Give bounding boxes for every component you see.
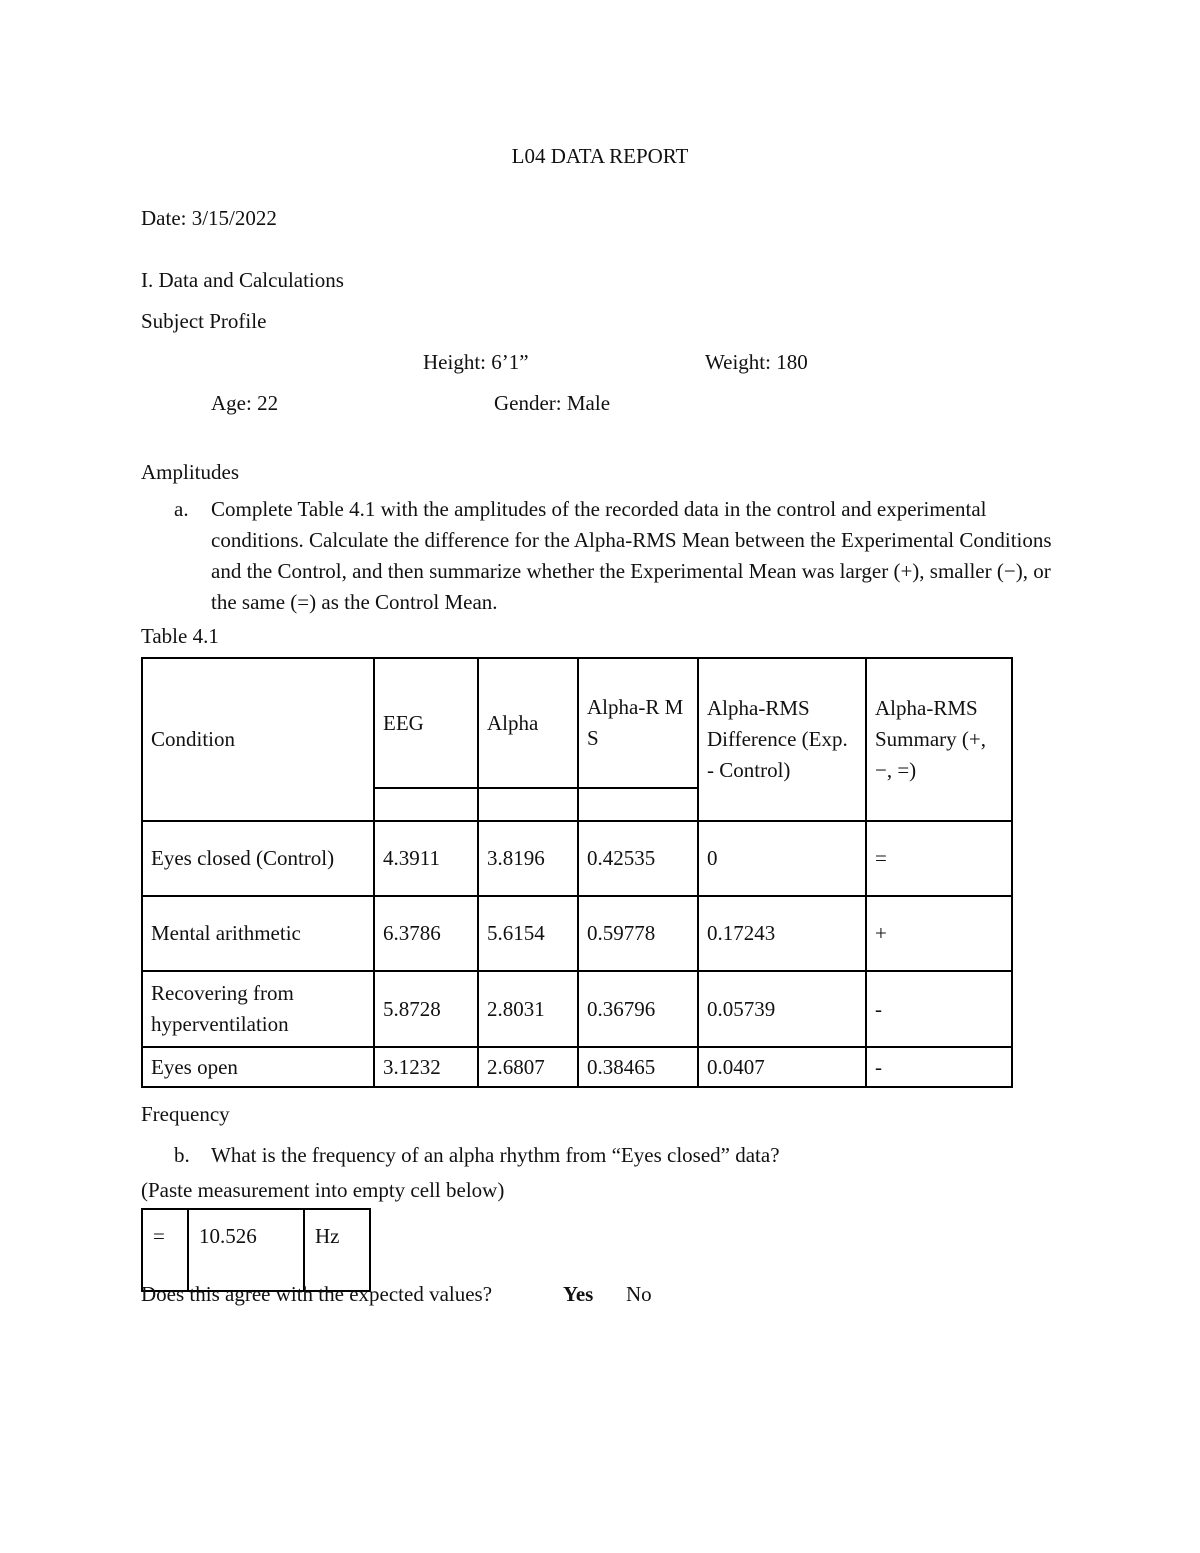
cell-difference: 0 xyxy=(698,821,866,896)
agree-question: Does this agree with the expected values? xyxy=(141,1282,493,1306)
cell-condition: Eyes closed (Control) xyxy=(142,821,374,896)
header-alpha-subcell xyxy=(478,788,578,821)
header-alpha-rms-subcell xyxy=(578,788,698,821)
header-alpha-rms: Alpha-R MS xyxy=(578,658,698,788)
cell-alpha: 2.8031 xyxy=(478,971,578,1047)
table-caption: Table 4.1 xyxy=(141,624,219,648)
cell-eeg: 3.1232 xyxy=(374,1047,478,1087)
cell-summary: - xyxy=(866,1047,1012,1087)
header-difference: Alpha-RMS Difference (Exp. - Control) xyxy=(698,658,866,821)
cell-summary: + xyxy=(866,896,1012,971)
cell-alpha-rms: 0.59778 xyxy=(578,896,698,971)
list-marker-b: b. xyxy=(174,1143,190,1167)
subject-weight: Weight: 180 xyxy=(705,350,808,374)
table-row xyxy=(142,1047,1012,1087)
cell-difference: 0.05739 xyxy=(698,971,866,1047)
header-summary: Alpha-RMS Summary (+, −, =) xyxy=(866,658,1012,821)
cell-alpha: 5.6154 xyxy=(478,896,578,971)
answer-yes[interactable]: Yes xyxy=(563,1282,594,1306)
frequency-unit-cell: Hz xyxy=(304,1209,370,1291)
subject-gender: Gender: Male xyxy=(494,391,611,415)
frequency-equals-cell: = xyxy=(142,1209,188,1291)
cell-alpha: 2.6807 xyxy=(478,1047,578,1087)
frequency-measurement-table xyxy=(141,1208,371,1292)
cell-eeg: 6.3786 xyxy=(374,896,478,971)
subject-age: Age: 22 xyxy=(211,391,279,415)
list-marker-a: a. xyxy=(174,497,189,521)
answer-no[interactable]: No xyxy=(626,1282,652,1306)
table-row xyxy=(142,821,1012,896)
cell-difference: 0.0407 xyxy=(698,1047,866,1087)
cell-alpha: 3.8196 xyxy=(478,821,578,896)
header-alpha: Alpha xyxy=(478,658,578,788)
frequency-heading: Frequency xyxy=(141,1102,230,1126)
cell-condition: Eyes open xyxy=(142,1047,374,1087)
cell-condition: Recovering from hyperventilation xyxy=(142,971,374,1047)
paste-instruction: (Paste measurement into empty cell below) xyxy=(141,1178,505,1202)
page-title: L04 DATA REPORT xyxy=(511,144,689,168)
cell-eeg: 5.8728 xyxy=(374,971,478,1047)
cell-difference: 0.17243 xyxy=(698,896,866,971)
cell-condition: Mental arithmetic xyxy=(142,896,374,971)
subject-height: Height: 6’1” xyxy=(423,350,529,374)
table-row xyxy=(142,896,1012,971)
table-row xyxy=(142,971,1012,1047)
amplitudes-instructions: Complete Table 4.1 with the amplitudes of the recorded data in the control and experimental conditions. Calculate the difference for the Alpha-RMS Mean between the Experimental Conditions and the Control, and then summarize whether the Experimental Mean was larger (+), smaller (−), or the same (=) as the Control Mean. xyxy=(211,497,1052,614)
cell-eeg: 4.3911 xyxy=(374,821,478,896)
cell-summary: = xyxy=(866,821,1012,896)
report-date: Date: 3/15/2022 xyxy=(141,206,277,230)
subject-profile-heading: Subject Profile xyxy=(141,309,267,333)
header-eeg: EEG xyxy=(374,658,478,788)
cell-alpha-rms: 0.38465 xyxy=(578,1047,698,1087)
cell-alpha-rms: 0.42535 xyxy=(578,821,698,896)
cell-summary: - xyxy=(866,971,1012,1047)
data-table xyxy=(141,657,1013,1088)
cell-alpha-rms: 0.36796 xyxy=(578,971,698,1047)
frequency-value-cell[interactable]: 10.526 xyxy=(188,1209,304,1291)
section-heading: I. Data and Calculations xyxy=(141,268,344,292)
header-condition: Condition xyxy=(142,658,374,821)
header-eeg-subcell xyxy=(374,788,478,821)
frequency-question: What is the frequency of an alpha rhythm from “Eyes closed” data? xyxy=(211,1143,780,1167)
amplitudes-heading: Amplitudes xyxy=(141,460,239,484)
